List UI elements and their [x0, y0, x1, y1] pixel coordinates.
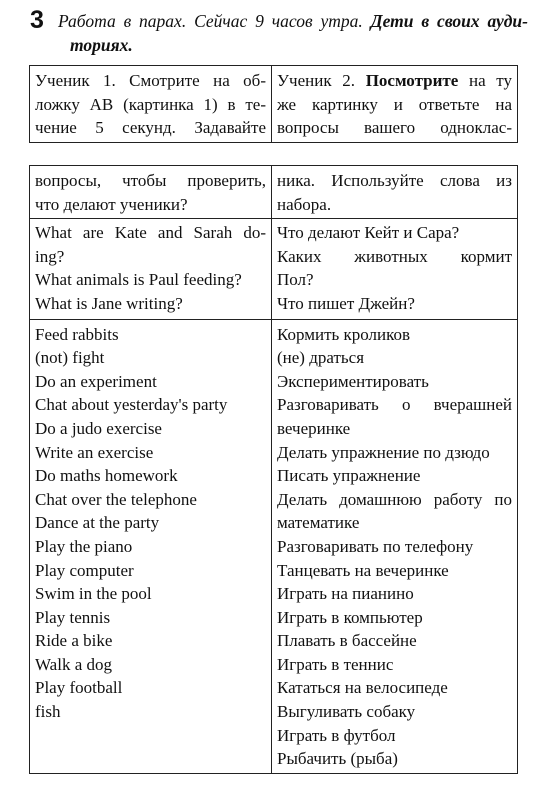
vocab-item: Играть в компьютер — [277, 607, 423, 627]
continuation-left-cell — [30, 166, 272, 219]
vocab-item: Играть на пианино — [277, 584, 414, 604]
student-2-tail: на ту — [458, 71, 512, 90]
text-line: что делают ученики? — [35, 194, 188, 214]
vocab-item: Play tennis — [35, 607, 111, 627]
vocab-item: Разговаривать о вчерашней — [277, 395, 512, 415]
vocab-item: Кататься на велосипеде — [277, 678, 448, 698]
text-line: набора. — [277, 194, 332, 214]
vocab-item: математике — [277, 513, 360, 533]
text-line: же картинку и ответьте на — [277, 94, 512, 114]
vocab-item: Dance at the party — [35, 513, 160, 533]
question-line: What are Kate and Sarah do- — [35, 223, 266, 243]
vocab-item: fish — [35, 702, 61, 722]
questions-row — [30, 219, 518, 319]
task-number: 3 — [30, 6, 44, 34]
continuation-row — [30, 166, 518, 219]
dialogue-table — [29, 65, 518, 143]
question-line: ing? — [35, 246, 65, 266]
instruction-line-2 — [58, 33, 528, 57]
instruction-part-2: Дети в своих ауди- — [370, 11, 528, 31]
vocab-item: Делать упражнение по дзюдо — [277, 442, 490, 462]
vocab-item: Играть в теннис — [277, 654, 394, 674]
vocab-item: Walk a dog — [35, 654, 112, 674]
text-line — [277, 69, 512, 93]
vocab-item: Swim in the pool — [35, 584, 152, 604]
instruction-part-3: ториях. — [70, 35, 133, 55]
vocab-item: Write an exercise — [35, 442, 154, 462]
vocab-item: Chat about yesterday's party — [35, 395, 228, 415]
text-line: чение 5 секунд. Задавайте — [35, 118, 266, 138]
continuation-right-cell — [272, 166, 518, 219]
question-line: What animals is Paul feeding? — [35, 270, 242, 290]
dialogue-row — [30, 66, 518, 143]
vocab-item: Feed rabbits — [35, 324, 119, 344]
question-line: Что пишет Джейн? — [277, 293, 415, 313]
student-1-cell — [30, 66, 272, 143]
question-line: Что делают Кейт и Сара? — [277, 223, 460, 243]
question-line: Каких животных кормит — [277, 246, 512, 266]
vocab-en-cell — [30, 319, 272, 773]
vocab-item: Ride a bike — [35, 631, 113, 651]
vocabulary-row — [30, 319, 518, 773]
vocab-item: Рыбачить (рыба) — [277, 749, 398, 769]
vocab-item: Экспериментировать — [277, 371, 429, 391]
instruction-part-1: Работа в парах. Сейчас 9 часов утра. — [58, 11, 363, 31]
instruction-line-1 — [58, 9, 528, 33]
vocab-item: Кормить кроликов — [277, 324, 411, 344]
vocab-item: Play computer — [35, 560, 134, 580]
question-line: Пол? — [277, 270, 314, 290]
vocab-item: (не) драться — [277, 348, 365, 368]
vocab-item: Do an experiment — [35, 371, 157, 391]
vocab-item: вечеринке — [277, 418, 351, 438]
vocabulary-table — [29, 165, 518, 774]
student-2-bold-word: Посмотрите — [365, 71, 459, 90]
question-line: What is Jane writing? — [35, 293, 183, 313]
vocab-item: Писать упражнение — [277, 466, 421, 486]
text-line: ника. Используйте слова из — [277, 171, 512, 190]
vocab-item: Танцевать на вечеринке — [277, 560, 449, 580]
text-line: ложку АВ (картинка 1) в те- — [35, 94, 266, 114]
task-instruction — [58, 9, 528, 57]
vocab-item: Плавать в бассейне — [277, 631, 417, 651]
vocab-ru-cell — [272, 319, 518, 773]
questions-en-cell — [30, 219, 272, 319]
student-2-cell — [272, 66, 518, 143]
vocab-item: Do maths homework — [35, 466, 178, 486]
vocab-item: Play football — [35, 678, 123, 698]
text-line: Ученик 1. Смотрите на об- — [35, 71, 266, 90]
vocab-item: Выгуливать собаку — [277, 702, 416, 722]
vocab-item: Разговаривать по телефону — [277, 536, 474, 556]
vocab-item: Chat over the telephone — [35, 489, 197, 509]
vocab-item: Play the piano — [35, 536, 133, 556]
text-line: вопросы, чтобы проверить, — [35, 171, 266, 190]
student-2-label: Ученик 2. — [277, 71, 366, 90]
questions-ru-cell — [272, 219, 518, 319]
vocab-item: Делать домашнюю работу по — [277, 489, 512, 509]
vocab-item: Играть в футбол — [277, 725, 396, 745]
vocab-item: (not) fight — [35, 348, 105, 368]
vocab-item: Do a judo exercise — [35, 418, 162, 438]
text-line: вопросы вашего одноклас- — [277, 118, 512, 138]
